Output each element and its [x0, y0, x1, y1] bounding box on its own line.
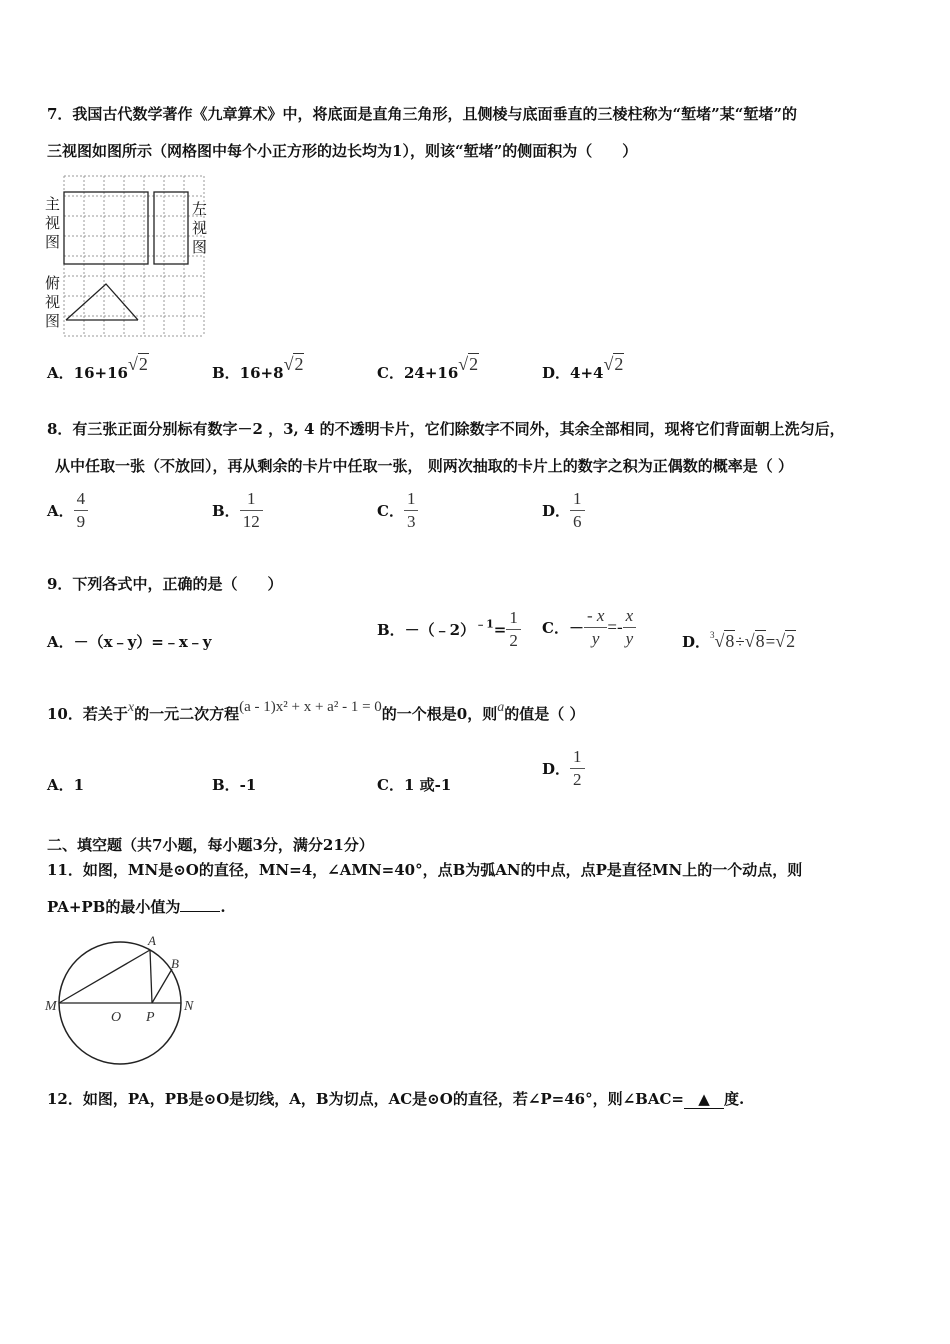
q11-answer-blank[interactable]	[180, 911, 220, 912]
q8-stem-line2: 从中任取一张（不放回），再从剩余的卡片中任取一张， 则两次抽取的卡片上的数字之积为正偶数的概率是（ ）	[55, 457, 793, 475]
q7-option-c[interactable]: C．24+16√2	[377, 354, 479, 382]
q9-option-b[interactable]: B．－（﹣2）$^{﹣1}$= $\frac{1}{2}$	[377, 607, 521, 652]
q7-option-b[interactable]: B．16+8√2	[212, 354, 304, 382]
q9-stem: 9．下列各式中，正确的是（ ）	[47, 575, 283, 593]
q7-option-d[interactable]: D．4+4√2	[542, 354, 624, 382]
top-view-triangle	[66, 284, 138, 320]
q7-stem-line1: 7．我国古代数学著作《九章算术》中，将底面是直角三角形，且侧棱与底面垂直的三棱柱称为“堑堵”某“堑堵”的	[47, 105, 797, 123]
q10-option-a[interactable]: A．1	[47, 776, 85, 794]
grid	[64, 176, 204, 336]
top-view-label: 俯视图	[45, 274, 61, 330]
q12-answer-blank[interactable]: ▲	[684, 1090, 724, 1109]
q10-stem: 10．若关于x的一元二次方程(a - 1)x² + x + a² - 1 = 0的一个根是0，则a的值是（ ）	[47, 699, 585, 723]
q10-option-d[interactable]: D． $\frac{1}{2}$	[542, 746, 585, 791]
q8-option-a[interactable]: A． $\frac{4}{9}$	[47, 488, 88, 533]
left-view-label: 左视图	[192, 200, 208, 256]
q12-stem: 12．如图，PA，PB是⊙O是切线，A，B为切点，AC是⊙O的直径，若∠P=46°，则∠BAC= ▲ 度.	[47, 1090, 745, 1108]
q11-stem-line1: 11．如图，MN是⊙O的直径，MN=4，∠AMN=40°，点B为弧AN的中点，点P是直径MN上的一个动点，则	[47, 861, 803, 879]
q8-option-d[interactable]: D． $\frac{1}{6}$	[542, 488, 585, 533]
q9-option-d[interactable]: D．$^3$√8÷√8=√2	[682, 630, 796, 651]
q10-option-b[interactable]: B．-1	[212, 776, 257, 794]
q11-stem-line2: PA+PB的最小值为 .	[47, 898, 226, 916]
label-N: N	[184, 999, 194, 1014]
q8-option-c[interactable]: C． $\frac{1}{3}$	[377, 488, 418, 533]
q11-circle-figure	[44, 935, 200, 1065]
front-view-rect	[64, 192, 148, 264]
q9-option-c[interactable]: C．－ $\frac{- x}{y}$ =- $\frac{x}{y}$	[542, 605, 636, 650]
q9-option-a[interactable]: A．－（x﹣y）=﹣x﹣y	[47, 633, 212, 651]
q8-stem-line1: 8．有三张正面分别标有数字－2 ，3, 4 的不透明卡片，它们除数字不同外，其余全部相同，现将它们背面朝上洗匀后，	[47, 420, 845, 438]
section-2-heading: 二、填空题（共7小题，每小题3分，满分21分）	[47, 836, 374, 854]
q7-three-view-figure	[44, 172, 216, 340]
label-P: P	[146, 1010, 155, 1025]
q10-equation: (a - 1)x² + x + a² - 1 = 0	[239, 699, 382, 715]
label-O: O	[111, 1010, 122, 1025]
q8-option-b[interactable]: B． $\frac{1}{12}$	[212, 488, 263, 533]
front-view-label: 主视图	[45, 195, 61, 251]
q7-option-a[interactable]: A．16+16√2	[47, 354, 148, 382]
q7-stem-line2: 三视图如图所示（网格图中每个小正方形的边长均为1），则该“堑堵”的侧面积为（ ）	[47, 142, 638, 160]
q10-option-c[interactable]: C．1 或-1	[377, 776, 452, 794]
label-B: B	[171, 956, 179, 971]
left-view-rect	[154, 192, 188, 264]
label-M: M	[45, 999, 57, 1014]
label-A: A	[148, 935, 156, 948]
